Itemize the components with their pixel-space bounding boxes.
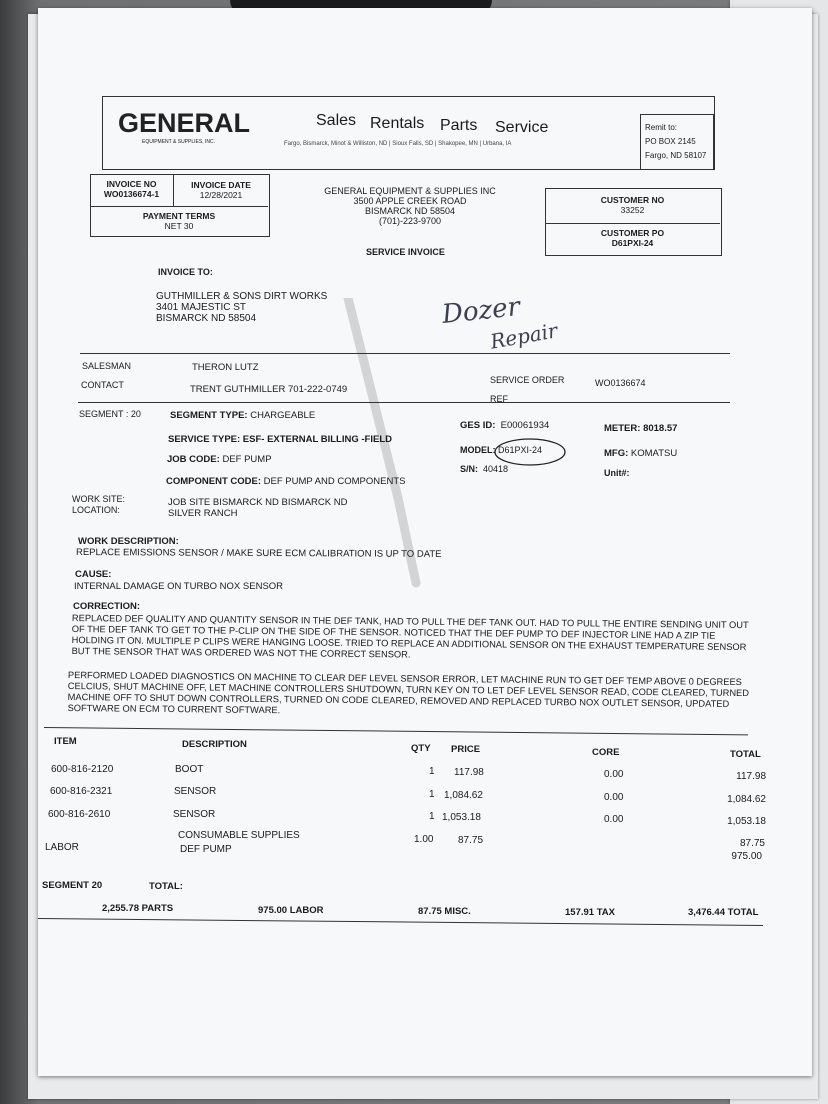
row-price: 1,053.18 bbox=[442, 812, 481, 823]
nav-service: Service bbox=[495, 119, 549, 136]
serial-number: S/N: 40418 bbox=[460, 464, 509, 474]
cause-value: INTERNAL DAMAGE ON TURBO NOX SENSOR bbox=[74, 581, 284, 592]
invoice-no: WO0136674-1 bbox=[103, 189, 160, 199]
company-street: 3500 APPLE CREEK ROAD bbox=[353, 196, 467, 206]
row-item: 600-816-2321 bbox=[50, 786, 113, 797]
work-site-label: WORK SITE: LOCATION: bbox=[72, 494, 126, 515]
invoice-page bbox=[38, 8, 812, 1076]
misc-sum: 87.75 MISC. bbox=[418, 906, 471, 917]
meter: METER: 8018.57 bbox=[604, 423, 678, 434]
col-core: CORE bbox=[592, 747, 620, 758]
nav-rentals: Rentals bbox=[370, 115, 425, 132]
row-total: 1,084.62 bbox=[727, 794, 766, 805]
payment-terms: NET 30 bbox=[164, 221, 194, 231]
row-core: 0.00 bbox=[604, 814, 624, 825]
row-total: 117.98 bbox=[736, 771, 766, 782]
grand-total: 3,476.44 TOTAL bbox=[688, 907, 759, 918]
contact-value: TRENT GUTHMILLER 701-222-0749 bbox=[190, 384, 348, 395]
row-core: 0.00 bbox=[604, 792, 624, 803]
service-order-label: SERVICE ORDER bbox=[490, 375, 565, 385]
row-total: 1,053.18 bbox=[727, 816, 766, 827]
invoice-to-label: INVOICE TO: bbox=[158, 267, 213, 277]
row-qty: 1 bbox=[429, 766, 435, 777]
segment-label: SEGMENT : 20 bbox=[79, 409, 141, 419]
total-label: TOTAL: bbox=[149, 881, 183, 892]
remit-label: Remit to: bbox=[645, 123, 678, 132]
model: MODEL: D61PXI-24 bbox=[460, 445, 543, 455]
customer-name: GUTHMILLER & SONS DIRT WORKS bbox=[156, 291, 328, 302]
labor-label: LABOR bbox=[45, 842, 79, 853]
row-description: SENSOR bbox=[174, 786, 217, 797]
segment-type: SEGMENT TYPE: CHARGEABLE bbox=[170, 410, 316, 421]
customer-no-label: CUSTOMER NO bbox=[600, 195, 665, 205]
segment-total-label: SEGMENT 20 bbox=[42, 880, 103, 891]
col-description: DESCRIPTION bbox=[182, 739, 247, 750]
customer-po-label: CUSTOMER PO bbox=[600, 228, 665, 238]
nav-parts: Parts bbox=[440, 117, 478, 134]
contact-label: CONTACT bbox=[81, 380, 124, 390]
salesman-label: SALESMAN bbox=[82, 361, 132, 371]
labor-sum: 975.00 LABOR bbox=[258, 905, 324, 916]
contacts-top-rule bbox=[80, 353, 730, 354]
customer-street: 3401 MAJESTIC ST bbox=[156, 302, 247, 313]
ges-id: GES ID: E00061934 bbox=[460, 420, 550, 431]
component-code: COMPONENT CODE: DEF PUMP AND COMPONENTS bbox=[166, 476, 406, 487]
col-qty: QTY bbox=[411, 743, 431, 754]
labor-description: DEF PUMP bbox=[180, 844, 232, 855]
row-description: BOOT bbox=[175, 764, 204, 775]
invoice-no-label: INVOICE NO bbox=[106, 179, 157, 189]
row-qty: 1 bbox=[429, 789, 435, 800]
col-price: PRICE bbox=[451, 744, 481, 755]
unit-label: Unit#: bbox=[604, 468, 630, 478]
mfg: MFG: KOMATSU bbox=[604, 448, 678, 459]
col-item: ITEM bbox=[54, 736, 77, 747]
row-description: SENSOR bbox=[173, 809, 216, 820]
service-invoice-title: SERVICE INVOICE bbox=[366, 247, 445, 257]
row-qty: 1 bbox=[429, 811, 435, 822]
totals-bottom-rule bbox=[38, 918, 763, 926]
company-logo: GENERAL bbox=[118, 108, 251, 138]
contacts-bottom-rule bbox=[78, 402, 730, 403]
company-locations: Fargo, Bismarck, Minot & Williston, ND | Sioux Falls, SD | Shakopee, MN | Urbana, IA bbox=[284, 141, 512, 147]
work-description: REPLACE EMISSIONS SENSOR / MAKE SURE ECM CALIBRATION IS UP TO DATE bbox=[75, 547, 442, 560]
correction-text-2: PERFORMED LOADED DIAGNOSTICS ON MACHINE TO CLEAR DEF LEVEL SENSOR ERROR, LET MACHINE RUN TO GET DEF TEMP ABOVE 0 DEGREES CELCIUS, SHUT MACHINE OFF, LET MACHINE CONTROLLERS SHUTDOWN, TURN KEY ON TO LET DEF LEVEL SENSOR READ, CODE CLEARED, TURNED MACHINE OFF TO SHUT DOWN CONTROLLERS, TURNED ON CODE CLEARED, REMOVED AND REPLACED TURBO NOX OUTLET SENSOR, UPDATED SOFTWARE ON ECM TO CURRENT SOFTWARE. bbox=[67, 670, 750, 716]
company-phone: (701)-223-9700 bbox=[378, 216, 442, 226]
invoice-date-label: INVOICE DATE bbox=[191, 180, 251, 190]
payment-terms-label: PAYMENT TERMS bbox=[142, 211, 216, 221]
ref-label: REF bbox=[490, 394, 508, 404]
row-item: 600-816-2120 bbox=[51, 764, 114, 775]
misc-description: CONSUMABLE SUPPLIES bbox=[178, 830, 300, 841]
invoice-date: 12/28/2021 bbox=[199, 190, 243, 200]
customer-city: BISMARCK ND 58504 bbox=[156, 313, 257, 324]
col-total: TOTAL bbox=[730, 749, 761, 760]
service-order-value: WO0136674 bbox=[595, 378, 646, 388]
correction-label: CORRECTION: bbox=[73, 601, 141, 612]
row-price: 1,084.62 bbox=[444, 790, 483, 801]
job-code: JOB CODE: DEF PUMP bbox=[167, 454, 272, 465]
table-top-rule bbox=[44, 727, 748, 735]
misc-price: 87.75 bbox=[458, 835, 484, 846]
service-type: SERVICE TYPE: ESF- EXTERNAL BILLING -FIELD bbox=[168, 434, 392, 445]
remit-city: Fargo, ND 58107 bbox=[645, 151, 707, 160]
tax-sum: 157.91 TAX bbox=[565, 907, 615, 918]
misc-qty: 1.00 bbox=[414, 834, 434, 845]
work-description-label: WORK DESCRIPTION: bbox=[78, 536, 179, 547]
parts-total: 2,255.78 PARTS bbox=[102, 903, 174, 914]
row-core: 0.00 bbox=[604, 769, 624, 780]
cause-label: CAUSE: bbox=[75, 569, 112, 580]
salesman-value: THERON LUTZ bbox=[192, 362, 259, 373]
labor-total: 975.00 bbox=[731, 851, 762, 862]
company-logo-sub: EQUIPMENT & SUPPLIES, INC. bbox=[142, 139, 215, 145]
misc-total: 87.75 bbox=[739, 838, 765, 849]
row-item: 600-816-2610 bbox=[48, 809, 111, 820]
customer-no: 33252 bbox=[620, 205, 645, 215]
company-name: GENERAL EQUIPMENT & SUPPLIES INC bbox=[324, 186, 496, 196]
customer-box-divider bbox=[545, 223, 720, 224]
nav-sales: Sales bbox=[316, 112, 357, 129]
correction-text-1: REPLACED DEF QUALITY AND QUANTITY SENSOR IN THE DEF TANK, HAD TO PULL THE DEF TANK OUT. HAD TO PULL THE ENTIRE SENDING UNIT OUT OF THE DEF TANK TO GET TO THE P-CLIP ON THE SIDE OF THE SENSOR. NOTICED THAT THE DEF PUMP TO DEF INJECTOR LINE HAD A ZIP TIE HOLDING IT ON. MULTIPLE P CLIPS WERE HANGING LOOSE. TRIED TO REPLACE AN ADDITIONAL SENSOR ON THE EXHAUST TEMPERATURE SENSOR BUT THE SENSOR THAT WAS ORDERED WAS NOT THE CORRECT SENSOR. bbox=[71, 613, 749, 660]
customer-po: D61PXI-24 bbox=[611, 238, 654, 248]
handwriting-dozer: Dozer bbox=[440, 292, 522, 330]
work-site-value: JOB SITE BISMARCK ND BISMARCK ND SILVER RANCH bbox=[168, 497, 348, 519]
company-city: BISMARCK ND 58504 bbox=[364, 206, 456, 216]
remit-box-no: PO BOX 2145 bbox=[645, 137, 696, 146]
handwriting-repair: Repair bbox=[488, 318, 560, 354]
row-price: 117.98 bbox=[454, 767, 484, 778]
invoice-info-divider bbox=[90, 206, 268, 207]
